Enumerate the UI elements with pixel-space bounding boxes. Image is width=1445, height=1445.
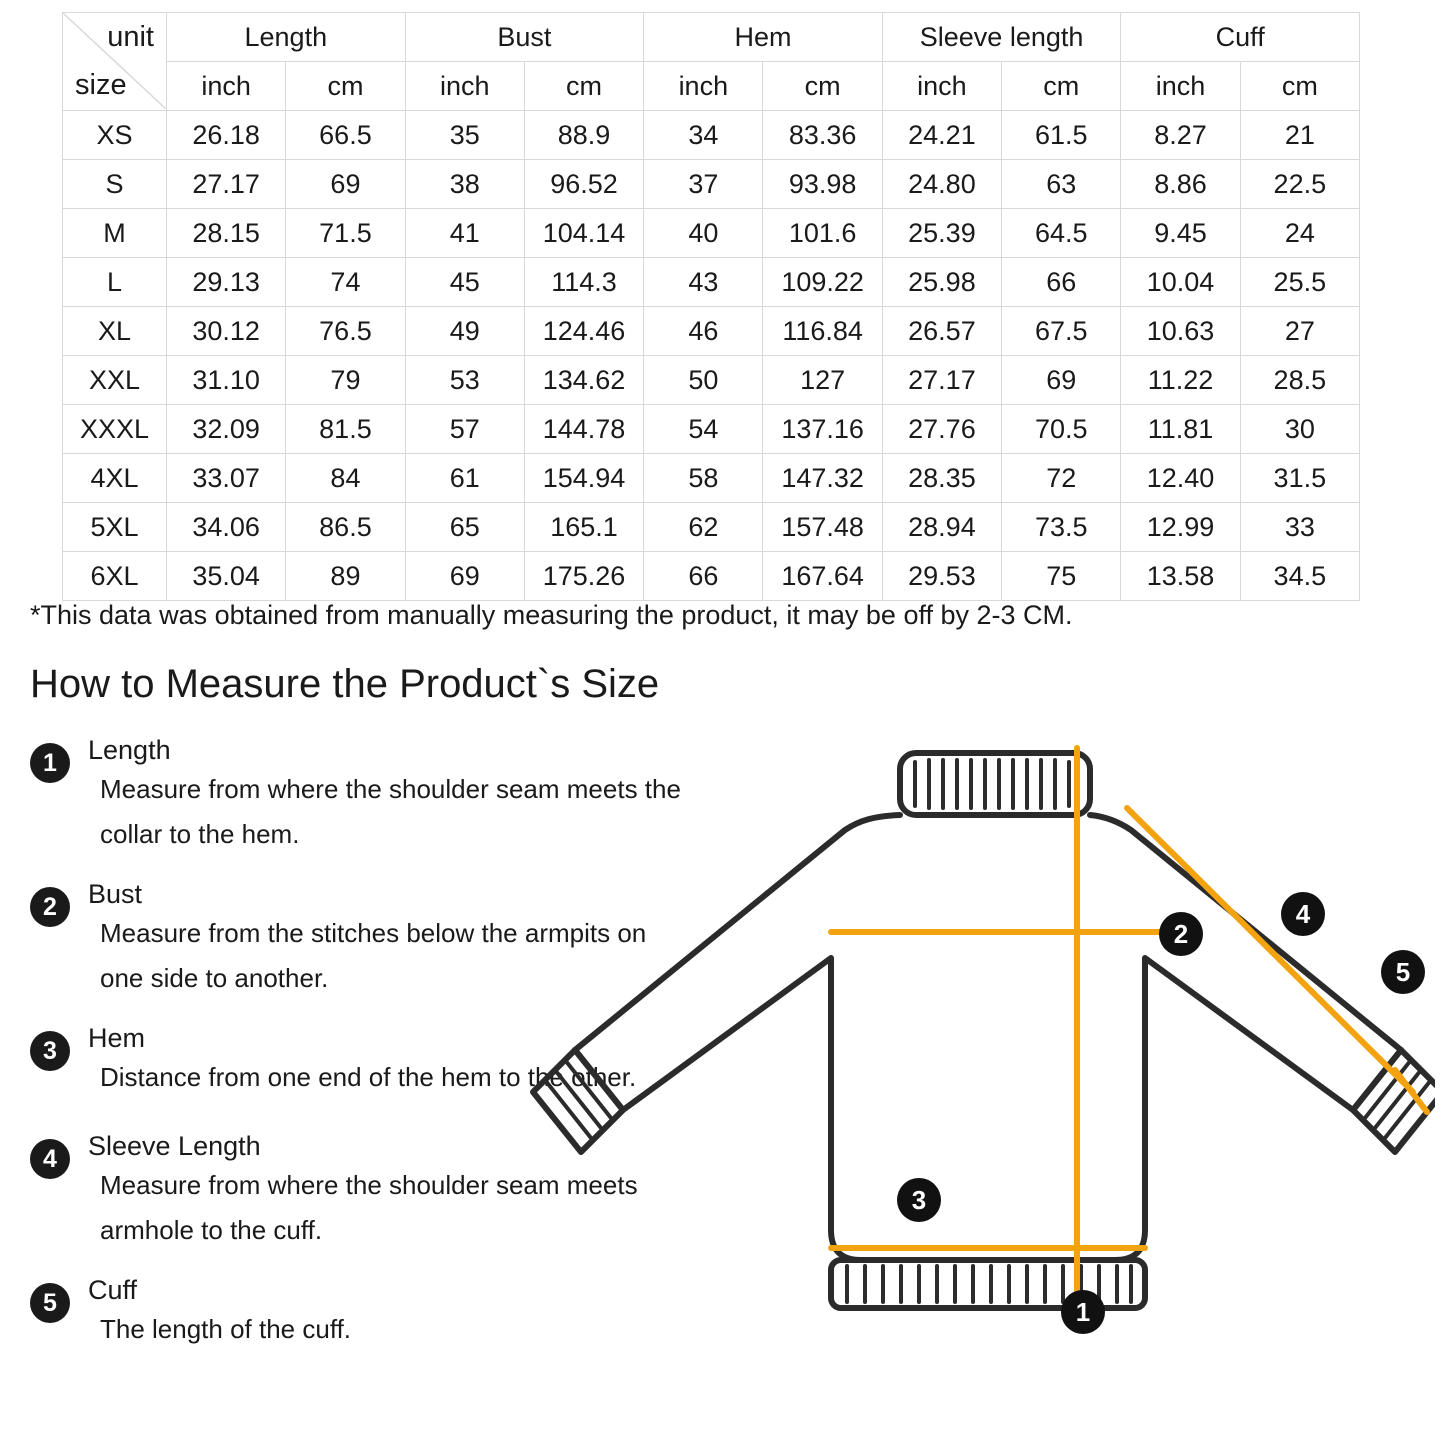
table-row xyxy=(63,503,1360,552)
table-cell: 30 xyxy=(1240,405,1359,454)
table-group-length: Length xyxy=(167,13,406,62)
step-description: Measure from where the shoulder seam meets armhole to the cuff. xyxy=(100,1170,638,1245)
table-subheader-hem-cm: cm xyxy=(763,62,882,111)
table-cell: 116.84 xyxy=(763,307,882,356)
table-subheader-length-cm: cm xyxy=(286,62,405,111)
table-cell: 25.39 xyxy=(882,209,1001,258)
table-corner-unit-label: unit xyxy=(107,21,154,53)
table-row xyxy=(63,111,1360,160)
table-cell: 34.06 xyxy=(167,503,286,552)
table-cell: 33.07 xyxy=(167,454,286,503)
table-cell: 109.22 xyxy=(763,258,882,307)
table-row xyxy=(63,356,1360,405)
step-description: Measure from where the shoulder seam meets the collar to the hem. xyxy=(100,774,681,849)
table-cell: 29.13 xyxy=(167,258,286,307)
table-cell: 61 xyxy=(405,454,524,503)
table-cell: 27.17 xyxy=(882,356,1001,405)
table-cell-size: L xyxy=(63,258,167,307)
table-row xyxy=(63,454,1360,503)
step-label: Hem xyxy=(88,1023,146,1053)
table-cell: 63 xyxy=(1002,160,1121,209)
table-corner-size-label: size xyxy=(75,69,127,101)
table-cell: 27.17 xyxy=(167,160,286,209)
table-cell: 27.76 xyxy=(882,405,1001,454)
table-cell-size: 5XL xyxy=(63,503,167,552)
table-cell: 62 xyxy=(644,503,763,552)
table-cell: 64.5 xyxy=(1002,209,1121,258)
table-cell: 8.27 xyxy=(1121,111,1240,160)
table-cell: 46 xyxy=(644,307,763,356)
table-cell: 101.6 xyxy=(763,209,882,258)
table-cell: 38 xyxy=(405,160,524,209)
table-cell: 70.5 xyxy=(1002,405,1121,454)
table-cell: 28.35 xyxy=(882,454,1001,503)
table-cell: 54 xyxy=(644,405,763,454)
table-cell: 25.5 xyxy=(1240,258,1359,307)
table-cell: 41 xyxy=(405,209,524,258)
table-cell: 127 xyxy=(763,356,882,405)
table-cell-size: 4XL xyxy=(63,454,167,503)
table-row xyxy=(63,552,1360,601)
table-cell: 154.94 xyxy=(524,454,643,503)
table-subheader-sleeve-inch: inch xyxy=(882,62,1001,111)
table-cell: 11.22 xyxy=(1121,356,1240,405)
table-cell: 67.5 xyxy=(1002,307,1121,356)
diagram-marker-1: 1 xyxy=(1061,1290,1105,1334)
table-cell: 89 xyxy=(286,552,405,601)
table-cell: 22.5 xyxy=(1240,160,1359,209)
table-group-sleeve-length: Sleeve length xyxy=(882,13,1121,62)
table-cell: 33 xyxy=(1240,503,1359,552)
table-subheader-bust-cm: cm xyxy=(524,62,643,111)
table-cell: 31.5 xyxy=(1240,454,1359,503)
table-group-header-row xyxy=(63,13,1360,62)
step-number-badge: 5 xyxy=(30,1283,70,1323)
sweater-body-outline xyxy=(575,815,1401,1260)
table-cell: 34 xyxy=(644,111,763,160)
table-cell: 43 xyxy=(644,258,763,307)
table-cell: 73.5 xyxy=(1002,503,1121,552)
table-cell: 83.36 xyxy=(763,111,882,160)
table-cell: 29.53 xyxy=(882,552,1001,601)
table-cell: 26.57 xyxy=(882,307,1001,356)
table-body xyxy=(63,111,1360,601)
table-subheader-sleeve-cm: cm xyxy=(1002,62,1121,111)
table-cell-size: XXXL xyxy=(63,405,167,454)
sweater-diagram xyxy=(515,720,1435,1380)
table-cell: 12.40 xyxy=(1121,454,1240,503)
diagram-marker-5: 5 xyxy=(1381,950,1425,994)
step-number-badge: 4 xyxy=(30,1139,70,1179)
table-cell: 45 xyxy=(405,258,524,307)
table-cell-size: XS xyxy=(63,111,167,160)
table-subheader-length-inch: inch xyxy=(167,62,286,111)
table-cell: 104.14 xyxy=(524,209,643,258)
table-cell: 61.5 xyxy=(1002,111,1121,160)
table-cell: 72 xyxy=(1002,454,1121,503)
table-cell: 26.18 xyxy=(167,111,286,160)
table-cell: 93.98 xyxy=(763,160,882,209)
table-cell: 165.1 xyxy=(524,503,643,552)
diagram-marker-4: 4 xyxy=(1281,892,1325,936)
diagram-marker-3: 3 xyxy=(897,1178,941,1222)
table-cell: 81.5 xyxy=(286,405,405,454)
table-cell: 144.78 xyxy=(524,405,643,454)
table-cell: 66 xyxy=(1002,258,1121,307)
table-cell: 27 xyxy=(1240,307,1359,356)
diagram-marker-2: 2 xyxy=(1159,912,1203,956)
table-row xyxy=(63,160,1360,209)
table-cell: 24.80 xyxy=(882,160,1001,209)
step-label: Cuff xyxy=(88,1275,138,1305)
how-to-measure-title: How to Measure the Product`s Size xyxy=(30,662,660,706)
table-cell: 75 xyxy=(1002,552,1121,601)
table-row xyxy=(63,209,1360,258)
table-cell: 28.15 xyxy=(167,209,286,258)
table-cell: 69 xyxy=(286,160,405,209)
table-cell: 25.98 xyxy=(882,258,1001,307)
table-row xyxy=(63,405,1360,454)
table-subheader-bust-inch: inch xyxy=(405,62,524,111)
table-cell: 32.09 xyxy=(167,405,286,454)
table-cell: 86.5 xyxy=(286,503,405,552)
table-cell: 35.04 xyxy=(167,552,286,601)
table-cell: 57 xyxy=(405,405,524,454)
sweater-outline-illustration xyxy=(515,720,1435,1380)
table-cell: 28.94 xyxy=(882,503,1001,552)
table-cell: 34.5 xyxy=(1240,552,1359,601)
table-subheader-cuff-inch: inch xyxy=(1121,62,1240,111)
table-row xyxy=(63,307,1360,356)
table-cell: 79 xyxy=(286,356,405,405)
table-cell: 137.16 xyxy=(763,405,882,454)
step-description: The length of the cuff. xyxy=(100,1314,352,1344)
table-subheader-cuff-cm: cm xyxy=(1240,62,1359,111)
table-cell: 157.48 xyxy=(763,503,882,552)
step-label: Sleeve Length xyxy=(88,1131,261,1161)
table-cell: 84 xyxy=(286,454,405,503)
table-cell: 35 xyxy=(405,111,524,160)
table-cell-size: M xyxy=(63,209,167,258)
step-number-badge: 2 xyxy=(30,887,70,927)
table-cell: 9.45 xyxy=(1121,209,1240,258)
table-cell: 114.3 xyxy=(524,258,643,307)
table-cell: 28.5 xyxy=(1240,356,1359,405)
table-group-bust: Bust xyxy=(405,13,644,62)
table-cell: 24.21 xyxy=(882,111,1001,160)
table-cell: 21 xyxy=(1240,111,1359,160)
table-cell: 13.58 xyxy=(1121,552,1240,601)
table-cell: 24 xyxy=(1240,209,1359,258)
table-cell-size: 6XL xyxy=(63,552,167,601)
step-label: Length xyxy=(88,735,171,765)
size-chart-table-wrapper xyxy=(62,12,1360,601)
step-number-badge: 1 xyxy=(30,743,70,783)
table-cell: 10.63 xyxy=(1121,307,1240,356)
table-cell: 8.86 xyxy=(1121,160,1240,209)
table-cell: 69 xyxy=(1002,356,1121,405)
table-group-cuff: Cuff xyxy=(1121,13,1360,62)
table-cell: 66 xyxy=(644,552,763,601)
step-label: Bust xyxy=(88,879,143,909)
size-chart-table xyxy=(62,12,1360,601)
table-cell: 12.99 xyxy=(1121,503,1240,552)
table-cell: 71.5 xyxy=(286,209,405,258)
table-cell: 66.5 xyxy=(286,111,405,160)
measurement-disclaimer-note: *This data was obtained from manually measuring the product, it may be off by 2-3 CM. xyxy=(30,600,1073,630)
table-cell: 124.46 xyxy=(524,307,643,356)
table-cell: 58 xyxy=(644,454,763,503)
table-cell: 30.12 xyxy=(167,307,286,356)
step-description: Distance from one end of the hem to the other. xyxy=(100,1062,637,1092)
step-description: Measure from the stitches below the armpits on one side to another. xyxy=(100,918,647,993)
table-cell: 40 xyxy=(644,209,763,258)
table-cell: 31.10 xyxy=(167,356,286,405)
table-cell-size: XXL xyxy=(63,356,167,405)
table-cell: 76.5 xyxy=(286,307,405,356)
table-cell-size: XL xyxy=(63,307,167,356)
table-cell: 74 xyxy=(286,258,405,307)
table-cell: 96.52 xyxy=(524,160,643,209)
table-corner-cell xyxy=(63,13,167,111)
table-cell: 49 xyxy=(405,307,524,356)
table-cell: 50 xyxy=(644,356,763,405)
table-cell: 88.9 xyxy=(524,111,643,160)
table-cell: 134.62 xyxy=(524,356,643,405)
table-cell: 147.32 xyxy=(763,454,882,503)
table-cell: 37 xyxy=(644,160,763,209)
step-number-badge: 3 xyxy=(30,1031,70,1071)
table-cell-size: S xyxy=(63,160,167,209)
table-cell: 11.81 xyxy=(1121,405,1240,454)
table-subheader-hem-inch: inch xyxy=(644,62,763,111)
table-cell: 167.64 xyxy=(763,552,882,601)
table-cell: 175.26 xyxy=(524,552,643,601)
table-cell: 53 xyxy=(405,356,524,405)
table-group-hem: Hem xyxy=(644,13,883,62)
table-cell: 69 xyxy=(405,552,524,601)
table-subheader-row xyxy=(63,62,1360,111)
table-cell: 65 xyxy=(405,503,524,552)
table-cell: 10.04 xyxy=(1121,258,1240,307)
table-row xyxy=(63,258,1360,307)
